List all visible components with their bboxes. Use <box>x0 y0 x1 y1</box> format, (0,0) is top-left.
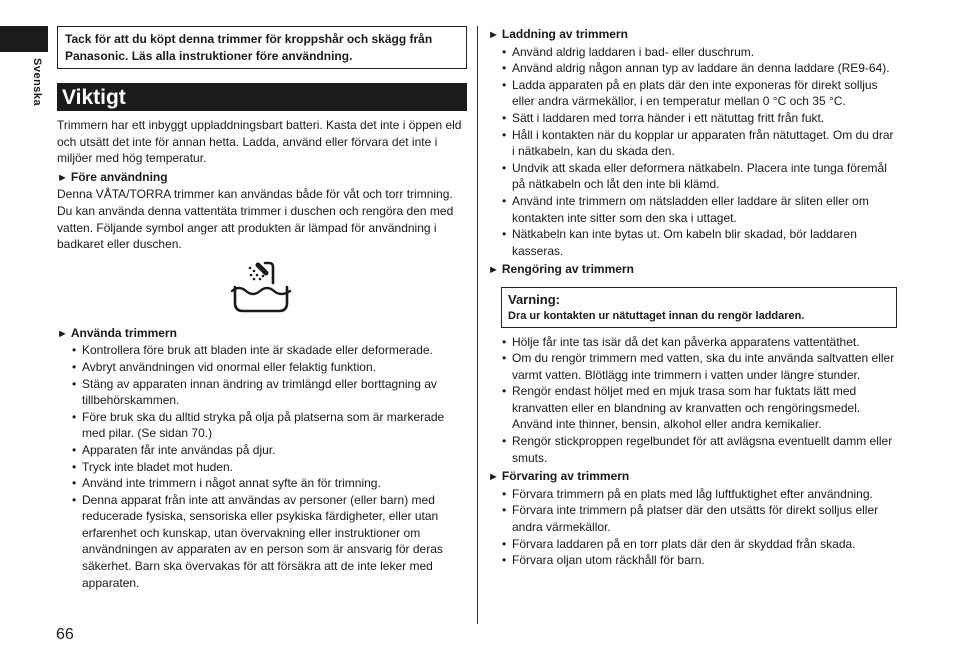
list-item: • Använd inte trimmern i något annat syfte än för trimning. <box>82 475 467 492</box>
list-item: • Förvara oljan utom räckhåll för barn. <box>512 552 898 569</box>
before-use-heading-text: Före användning <box>70 169 168 184</box>
cleaning-list <box>488 334 898 467</box>
cleaning-heading <box>488 261 898 279</box>
charging-heading-text: Laddning av trimmern <box>501 27 628 41</box>
storage-heading-text: Förvaring av trimmern <box>501 469 630 484</box>
right-triangle-icon: ► <box>57 327 68 340</box>
list-item: • Sätt i laddaren med torra händer i ett nätuttag fritt från fukt. <box>512 110 898 127</box>
list-item: • Om du rengör trimmern med vatten, ska du inte använda saltvatten eller varmt vatten. Blötlägg inte trimmern i vatten under längre stunder. <box>512 350 898 383</box>
using-heading <box>57 325 467 343</box>
page-number: 66 <box>56 626 74 643</box>
bath-shower-symbol <box>57 261 467 319</box>
list-item: • Kontrollera före bruk att bladen inte är skadade eller deformerade. <box>82 342 467 359</box>
intro-box: Tack för att du köpt denna trimmer för kroppshår och skägg från Panasonic. Läs alla instruktioner före användning. <box>57 26 467 69</box>
page-title: Viktigt <box>57 83 467 111</box>
list-item: • Tryck inte bladet mot huden. <box>82 459 467 476</box>
before-use-text: Denna VÅTA/TORRA trimmer kan användas både för våt och torr trimning. Du kan använda denna vattentäta trimmer i duschen och rengöra den med vatten. Följande symbol anger att produkten är lämpad för användning i badkaret eller duschen. <box>57 187 454 252</box>
list-item: • Håll i kontakten när du kopplar ur apparaten från nätuttaget. Om du drar i nätkabeln, kan du skada den. <box>512 127 898 160</box>
right-triangle-icon: ► <box>57 171 68 184</box>
right-triangle-icon: ► <box>488 264 499 277</box>
list-item: • Nätkabeln kan inte bytas ut. Om kabeln blir skadad, bör laddaren kasseras. <box>512 226 898 259</box>
right-triangle-icon: ► <box>488 29 499 41</box>
using-list <box>57 342 467 591</box>
warning-text: Dra ur kontakten ur nätuttaget innan du rengör laddaren. <box>508 309 805 322</box>
list-item: • Ladda apparaten på en plats där den inte exponeras för direkt solljus eller andra värmekällor, i en temperatur mellan 0 °C och 35 °C. <box>512 77 898 110</box>
before-use-heading <box>57 169 467 187</box>
list-item: • Stäng av apparaten innan ändring av trimlängd eller borttagning av tillbehörskammen. <box>82 376 467 409</box>
list-item: • Använd aldrig någon annan typ av laddare än denna laddare (RE9-64). <box>512 60 898 77</box>
list-item: • Denna apparat från inte att användas av personer (eller barn) med reducerade fysiska, sensoriska eller psykiska färdigheter, eller utan erfarenhet och kunskap, utan övervakning eller instruktioner om användningen av apparaten av en person som är ansvarig för deras säkerhet. Barn ska övervakas för att försäkra att de inte leker med apparaten. <box>82 492 467 592</box>
list-item: • Apparaten får inte användas på djur. <box>82 442 467 459</box>
list-item: • Förvara laddaren på en torr plats där den är skyddad från skada. <box>512 536 898 553</box>
column-divider <box>477 26 478 624</box>
warning-box <box>501 287 897 328</box>
left-column <box>57 26 467 591</box>
storage-list <box>488 486 898 569</box>
list-item: • Avbryt användningen vid onormal eller felaktig funktion. <box>82 359 467 376</box>
battery-note: Trimmern har ett inbyggt uppladdningsbart batteri. Kasta det inte i öppen eld och utsätt det inte för annan hetta. Ladda, använd eller förvara det inte i miljöer med hög temperatur. <box>57 118 462 166</box>
language-label: Svenska <box>31 58 43 107</box>
list-item: • Före bruk ska du alltid stryka på olja på platserna som är markerade med pilar. (Se sidan 70.) <box>82 409 467 442</box>
language-tab-marker <box>0 26 48 52</box>
list-item: • Rengör stickproppen regelbundet för att avlägsna eventuellt damm eller smuts. <box>512 433 898 466</box>
warning-title: Varning: <box>508 291 561 307</box>
list-item: • Använd inte trimmern om nätsladden eller laddare är sliten eller om kontakten inte sitter som den ska i uttaget. <box>512 193 898 226</box>
list-item: • Förvara inte trimmern på platser där den utsätts för direkt solljus eller andra värmekällor. <box>512 502 898 535</box>
list-item: • Undvik att skada eller deformera nätkabeln. Placera inte tunga föremål på nätkabeln och låt den inte bli klämd. <box>512 160 898 193</box>
list-item: • Hölje får inte tas isär då det kan påverka apparatens vattentäthet. <box>512 334 898 351</box>
list-item: • Använd aldrig laddaren i bad- eller duschrum. <box>512 44 898 61</box>
bath-shower-icon <box>229 261 293 315</box>
charging-heading <box>488 26 898 44</box>
storage-heading <box>488 468 898 486</box>
right-triangle-icon: ► <box>488 471 499 484</box>
charging-list <box>488 44 898 260</box>
right-column <box>488 26 898 569</box>
list-item: • Förvara trimmern på en plats med låg luftfuktighet efter användning. <box>512 486 898 503</box>
cleaning-heading-text: Rengöring av trimmern <box>501 262 634 277</box>
list-item: • Rengör endast höljet med en mjuk trasa som har fuktats lätt med kranvatten eller en blandning av kranvatten och rengöringsmedel. Använd inte thinner, bensin, alkohol eller andra kemikalier. <box>512 383 898 433</box>
using-heading-text: Använda trimmern <box>70 325 177 340</box>
